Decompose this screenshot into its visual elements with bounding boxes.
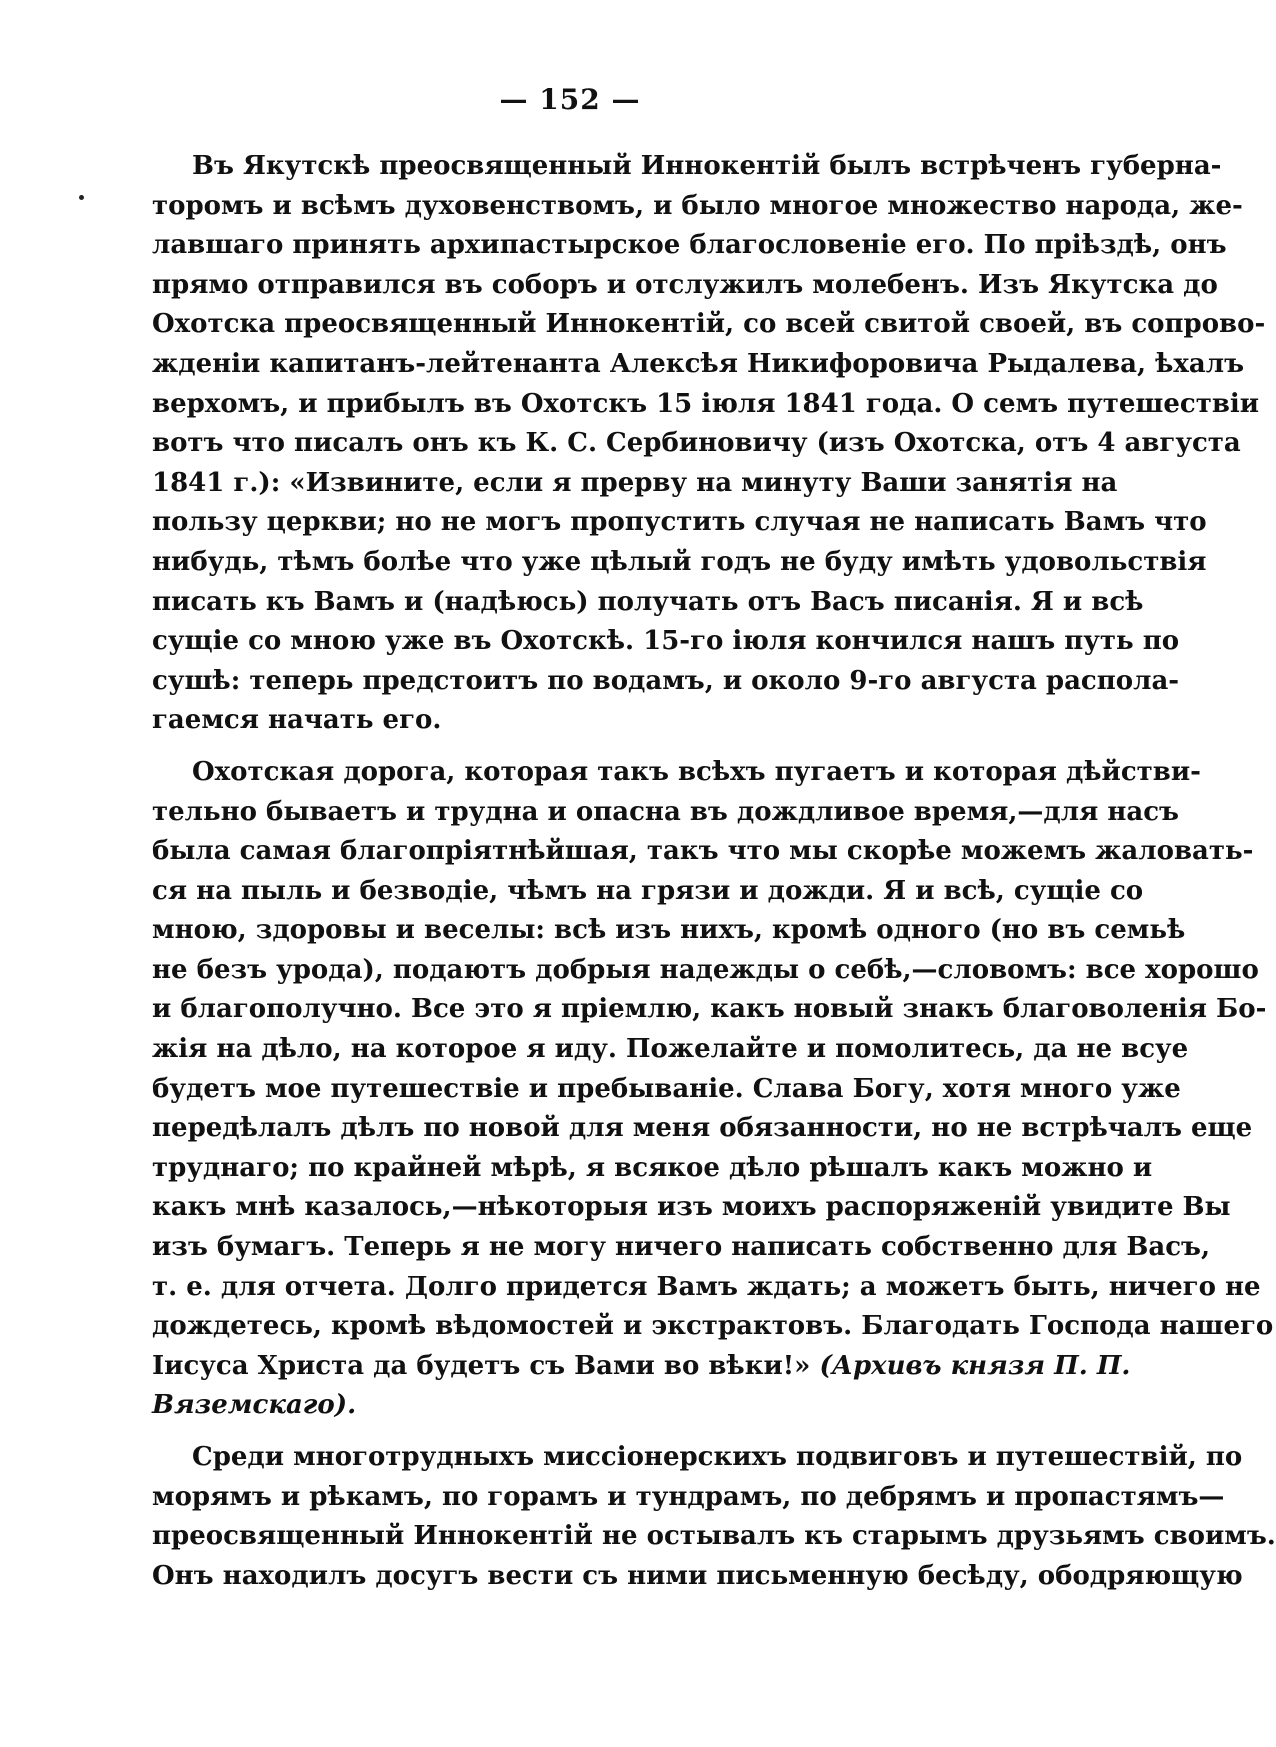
- text-line: Среди многотрудныхъ миссіонерскихъ подвиговъ и путешествій, по: [192, 1442, 1243, 1472]
- text-line: Охотска преосвященный Иннокентій, со всей свитой своей, въ сопрово-: [152, 309, 1266, 340]
- text-line: морямъ и рѣкамъ, по горамъ и тундрамъ, по дебрямъ и пропастямъ—: [152, 1481, 1225, 1512]
- text-line: сущіе со мною уже въ Охотскѣ. 15-го іюля кончился нашъ путь по: [152, 626, 1180, 657]
- text-line: вотъ что писалъ онъ къ К. С. Сербиновичу (изъ Охотска, отъ 4 августа: [152, 428, 1241, 459]
- text-line: какъ мнѣ казалось,—нѣкоторыя изъ моихъ распоряженій увидите Вы: [152, 1192, 1231, 1223]
- text-line: изъ бумагъ. Теперь я не могу ничего написать собственно для Васъ,: [152, 1232, 1211, 1263]
- paragraph-3: [152, 1438, 1276, 1596]
- text-line: труднаго; по крайней мѣрѣ, я всякое дѣло рѣшалъ какъ можно и: [152, 1152, 1153, 1183]
- text-line: дождетесь, кромѣ вѣдомостей и экстрактовъ. Благодать Господа нашего: [152, 1311, 1274, 1342]
- paragraph-1: [152, 147, 1266, 741]
- text-line: была самая благопріятнѣйшая, такъ что мы скорѣе можемъ жаловать-: [152, 836, 1254, 867]
- text-line: передѣлалъ дѣлъ по новой для меня обязанности, но не встрѣчалъ еще: [152, 1113, 1253, 1144]
- text-line: ся на пыль и безводіе, чѣмъ на грязи и дожди. Я и всѣ, сущіе со: [152, 875, 1144, 906]
- text-line: и благополучно. Все это я пріемлю, какъ новый знакъ благоволенія Бо-: [152, 994, 1267, 1025]
- text-line: тельно бываетъ и трудна и опасна въ дождливое время,—для насъ: [152, 796, 1179, 827]
- text-line: сушѣ: теперь предстоитъ по водамъ, и около 9-го августа распола-: [152, 665, 1180, 696]
- text-line: Въ Якутскѣ преосвященный Иннокентій былъ встрѣченъ губерна-: [192, 151, 1222, 181]
- page-number: — 152 —: [499, 83, 641, 116]
- text-line: нибудь, тѣмъ болѣе что уже цѣлый годъ не буду имѣть удовольствія: [152, 546, 1207, 577]
- citation-continuation: Вяземскаго).: [152, 1390, 357, 1421]
- paragraph-gap: [152, 741, 1032, 753]
- quote-end-text: Іисуса Христа да будетъ съ Вами во вѣки!»: [152, 1350, 811, 1381]
- text-line: 1841 г.): «Извините, если я прерву на минуту Ваши занятія на: [152, 467, 1118, 498]
- citation-text: (Архивъ князя П. П.: [819, 1350, 1131, 1381]
- text-line: преосвященный Иннокентій не остывалъ къ старымъ друзьямъ своимъ.: [152, 1521, 1276, 1552]
- text-line: писать къ Вамъ и (надѣюсь) получать отъ Васъ писанія. Я и всѣ: [152, 586, 1144, 617]
- text-line-with-citation: [152, 1347, 1131, 1387]
- text-line: лавшаго принять архипастырское благословеніе его. По пріѣздѣ, онъ: [152, 230, 1227, 261]
- text-line: т. е. для отчета. Долго придется Вамъ ждать; а можетъ быть, ничего не: [152, 1271, 1261, 1302]
- text-line: мною, здоровы и веселы: всѣ изъ нихъ, кромѣ одного (но въ семьѣ: [152, 915, 1186, 946]
- text-line: верхомъ, и прибылъ въ Охотскъ 15 іюля 1841 года. О семъ путешествіи: [152, 388, 1260, 419]
- text-line: жія на дѣло, на которое я иду. Пожелайте и помолитесь, да не всуе: [152, 1034, 1189, 1065]
- paragraph-gap: [152, 1426, 1032, 1438]
- text-line: пользу церкви; но не могъ пропустить случая не написать Вамъ что: [152, 507, 1207, 538]
- paragraph-2: [152, 753, 1274, 1426]
- text-line: прямо отправился въ соборъ и отслужилъ молебенъ. Изъ Якутска до: [152, 269, 1218, 300]
- margin-mark: [79, 195, 84, 200]
- text-line: жденіи капитанъ-лейтенанта Алексѣя Никифоровича Рыдалева, ѣхалъ: [152, 348, 1245, 379]
- page-text: [152, 147, 1276, 1596]
- text-line: гаемся начать его.: [152, 705, 442, 736]
- text-line: торомъ и всѣмъ духовенствомъ, и было многое множество народа, же-: [152, 190, 1243, 221]
- text-line: Охотская дорога, которая такъ всѣхъ пугаетъ и которая дѣйстви-: [192, 756, 1201, 787]
- text-line: не безъ урода), подаютъ добрыя надежды о себѣ,—словомъ: все хорошо: [152, 954, 1259, 985]
- text-line: будетъ мое путешествіе и пребываніе. Слава Богу, хотя много уже: [152, 1073, 1181, 1104]
- text-line: Онъ находилъ досугъ вести съ ними письменную бесѣду, ободряющую: [152, 1560, 1243, 1591]
